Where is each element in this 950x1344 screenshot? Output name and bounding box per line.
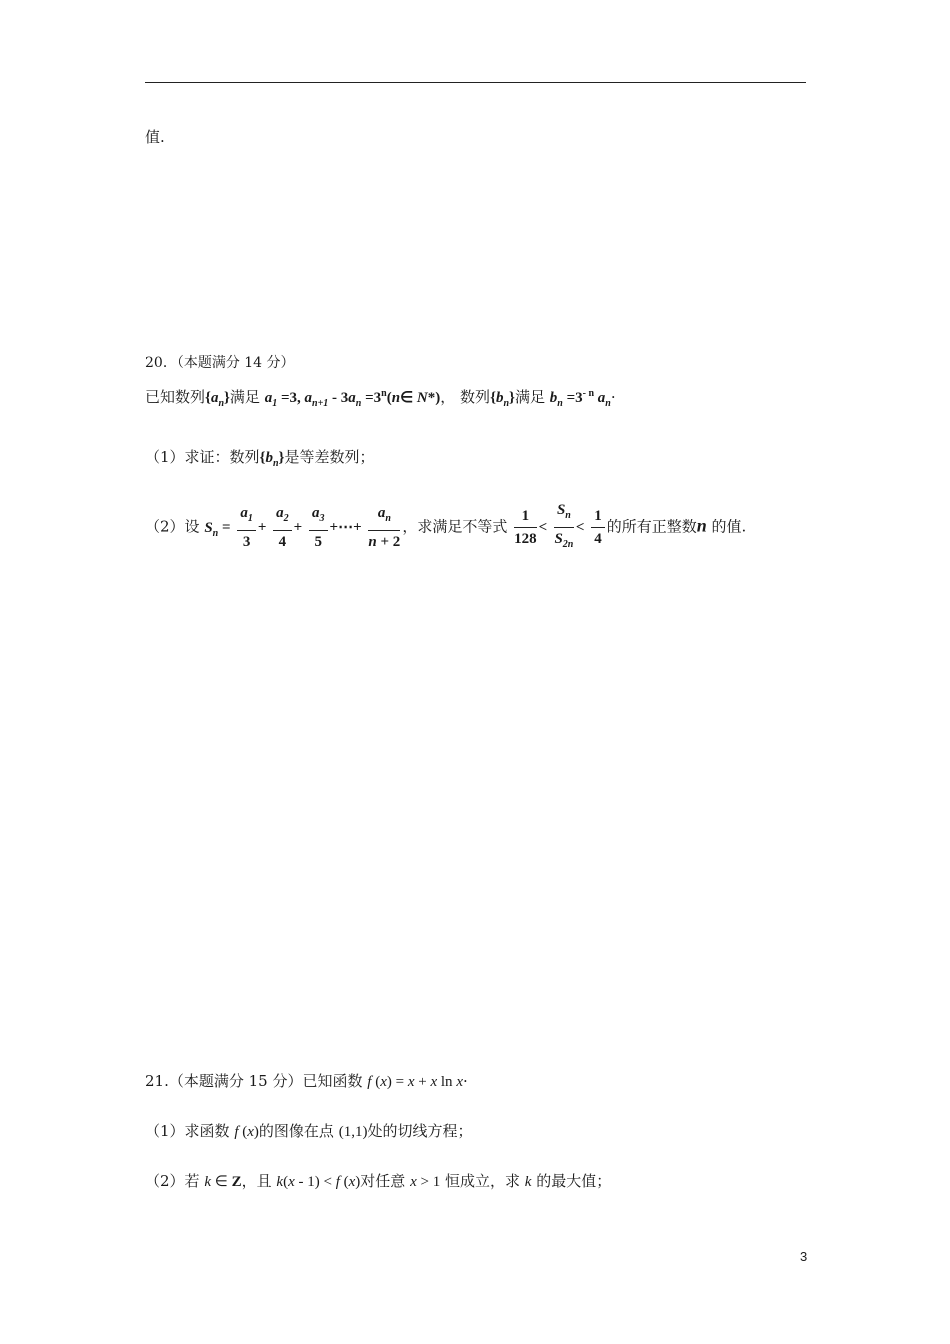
q20-part2-suffix-b: 的值.	[711, 517, 747, 536]
q20-part2-mid: ，求满足不等式	[402, 517, 508, 536]
q20-recurrence: $a_1 =3$, $a_{n+1} - 3a_n$ $=3^n(n\in$ N*)	[264, 388, 441, 409]
q21-part1-suffix: 处的切线方程；	[367, 1122, 473, 1140]
q21-part2-prefix: （2）若	[145, 1172, 200, 1190]
q21-part1-prefix: （1）求函数	[145, 1122, 230, 1140]
q21-part2-mid2: 对任意	[360, 1172, 406, 1190]
q20-part2: （2）设 $S_n$ = $\frac{a_1}{3}$ + $\frac{a_2}{4}$ + $\frac{a_3}{5}$ +⋯+ $\frac{a_n}{n + 2}$ ，求满足不等式 $\frac{1}{128}$ < $\frac{S_n}{S_{2n}}$ < $\frac{1}{4}$ 的所有正整数n 的值.	[145, 500, 746, 555]
fraction-sn-s2n: $\frac{S_n}{S_{2n}}$	[554, 502, 574, 550]
q20-part1-suffix: 是等差数列；	[284, 448, 375, 466]
q21-part1: （1）求函数 f (x)的图像在点 (1,1)处的切线方程；	[145, 1122, 473, 1140]
q21-part2-mid1: ，且	[241, 1172, 272, 1190]
q20-satisfies-text: 满足	[229, 388, 260, 406]
q20-part2-suffix-a: 的所有正整数	[606, 517, 697, 536]
q20-bn-def: $b_n =3^{- n}$ $a_n$	[549, 388, 611, 409]
q20-comma: ，	[440, 388, 456, 406]
q21-part2: （2）若 k ∈ Z，且 k(x - 1) < f (x)对任意 x > 1 恒成立，求 k 的最大值；	[145, 1172, 612, 1190]
page-number: 3	[800, 1249, 808, 1264]
fraction-a3-5: $\frac{a_3}{5}$	[309, 503, 328, 552]
continued-text: 值.	[145, 128, 165, 146]
q21-part2-suffix: 的最大值；	[536, 1172, 612, 1190]
q20-part1-prefix: （1）求证：数列	[145, 448, 260, 466]
fraction-an-n2: $\frac{a_n}{n + 2}$	[368, 505, 401, 550]
fraction-a1-3: $\frac{a_1}{3}$	[237, 503, 256, 552]
q20-statement: 已知数列$\{a_n\}$满足 $a_1 =3$, $a_{n+1} - 3a_n$ $=3^n(n\in$ N*)， 数列$\{b_n\}$满足 $b_n =3^{- n}$ $a_n\cdot$	[145, 388, 616, 409]
q20-sn-def: $S_n$	[204, 519, 219, 539]
q21-function-def: f (x) = x + x ln x	[367, 1074, 463, 1090]
q21-header-text: 21.（本题满分 15 分）已知函数	[145, 1072, 363, 1090]
header-rule	[145, 82, 806, 83]
q20-satisfies-text-2: 满足	[514, 388, 545, 406]
q21-part1-mid: 的图像在点	[258, 1122, 334, 1140]
q20-lead-text: 已知数列	[145, 388, 206, 406]
q20-part2-prefix: （2）设	[145, 517, 200, 536]
fraction-1-4: $\frac{1}{4}$	[591, 506, 605, 549]
q20-part1: （1）求证：数列$\{b_n\}$是等差数列；	[145, 448, 375, 469]
q20-seq-b-text: 数列	[460, 388, 491, 406]
fraction-1-128: $\frac{1}{128}$	[514, 508, 537, 547]
fraction-a2-4: $\frac{a_2}{4}$	[273, 503, 292, 552]
q21-part2-mid3: 恒成立，求	[445, 1172, 521, 1190]
q20-header: 20．（本题满分 14 分）	[145, 355, 295, 371]
q21-header: 21.（本题满分 15 分）已知函数 f (x) = x + x ln x·	[145, 1072, 468, 1090]
